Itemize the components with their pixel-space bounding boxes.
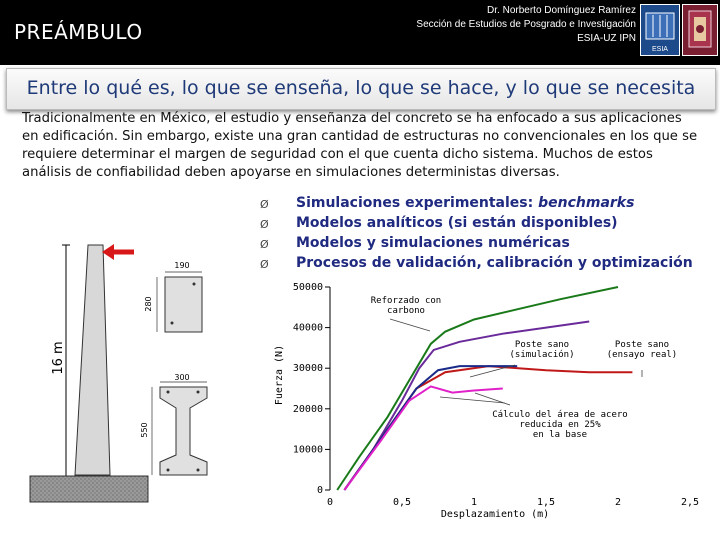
esia-building-icon bbox=[641, 5, 679, 45]
x-tick-label: 2,5 bbox=[680, 497, 700, 508]
pole-foundation bbox=[30, 476, 148, 502]
bullet-text: Simulaciones experimentales: bbox=[296, 195, 539, 211]
y-axis-label: Fuerza (N) bbox=[274, 344, 285, 406]
author-block bbox=[416, 4, 636, 46]
pole-body bbox=[75, 245, 110, 475]
annotation-label: reducida en 25% bbox=[519, 420, 601, 430]
slide-title-bar bbox=[6, 68, 716, 110]
y-tick-label: 0 bbox=[316, 485, 323, 496]
x-tick-label: 0,5 bbox=[392, 497, 412, 508]
y-tick-label: 50000 bbox=[292, 282, 323, 293]
y-tick-label: 10000 bbox=[292, 444, 323, 456]
x-tick-label: 2 bbox=[614, 497, 622, 508]
x-tick-label: 0 bbox=[326, 497, 334, 508]
bullet-emphasis: benchmarks bbox=[538, 195, 635, 211]
annotation-label: Poste sano bbox=[514, 340, 570, 350]
x-axis-label: Desplazamiento (m) bbox=[440, 509, 550, 520]
author-institution: ESIA-UZ IPN bbox=[577, 33, 636, 44]
bottom-height-label: 550 bbox=[140, 422, 149, 438]
esia-logo bbox=[640, 4, 680, 56]
author-name: Dr. Norberto Domínguez Ramírez bbox=[487, 5, 636, 16]
x-tick-label: 1,5 bbox=[536, 497, 556, 508]
header-bar bbox=[0, 0, 720, 65]
annotation-label: Poste sano bbox=[614, 340, 670, 350]
annotation-label: (simulación) bbox=[509, 350, 575, 360]
esia-logo-text: ESIA bbox=[652, 46, 668, 53]
ipn-crest-icon bbox=[683, 5, 717, 55]
y-tick-label: 30000 bbox=[292, 363, 323, 375]
height-label: 16 m bbox=[51, 341, 66, 375]
top-section bbox=[165, 277, 202, 332]
annotation-label: (ensayo real) bbox=[606, 350, 678, 360]
y-tick-label: 40000 bbox=[292, 322, 323, 334]
x-tick-label: 1 bbox=[470, 497, 478, 508]
arrow-bullet-icon: Ø bbox=[260, 238, 269, 251]
top-width-label: 190 bbox=[174, 261, 190, 270]
pole-drawing bbox=[0, 230, 270, 540]
section-title: PREÁMBULO bbox=[14, 20, 143, 44]
author-department: Sección de Estudios de Posgrado e Investigación bbox=[416, 19, 636, 30]
bottom-i-section bbox=[160, 387, 207, 475]
bullet-text: Modelos analíticos (si están disponibles) bbox=[296, 215, 618, 231]
force-displacement-chart bbox=[270, 275, 720, 540]
arrow-bullet-icon: Ø bbox=[260, 198, 269, 211]
annotation-label: Reforzado con bbox=[370, 296, 442, 306]
annotation-label: Cálculo del área de acero bbox=[492, 410, 628, 420]
annotation-label: carbono bbox=[387, 306, 425, 316]
slide-title: Entre lo qué es, lo que se enseña, lo que se hace, y lo que se necesita bbox=[26, 77, 696, 99]
bullet-text: Modelos y simulaciones numéricas bbox=[296, 235, 570, 251]
bottom-width-label: 300 bbox=[174, 373, 190, 382]
arrow-bullet-icon: Ø bbox=[260, 258, 269, 271]
top-height-label: 280 bbox=[144, 296, 153, 312]
y-tick-label: 20000 bbox=[292, 403, 323, 415]
annotation-label: en la base bbox=[532, 430, 588, 440]
ipn-logo bbox=[682, 4, 718, 56]
bullet-text: Procesos de validación, calibración y optimización bbox=[296, 255, 693, 271]
arrow-bullet-icon: Ø bbox=[260, 218, 269, 231]
intro-paragraph: Tradicionalmente en México, el estudio y enseñanza del concreto se ha enfocado a sus aplicaciones en edificación. Sin embargo, existe una gran cantidad de estructuras no convencionales en los que se requiere determinar el margen de seguridad con el que cuenta dicho sistema. Muchos de estos análisis de confiabilidad deben apoyarse en simulaciones deterministas diversas. bbox=[22, 111, 698, 180]
